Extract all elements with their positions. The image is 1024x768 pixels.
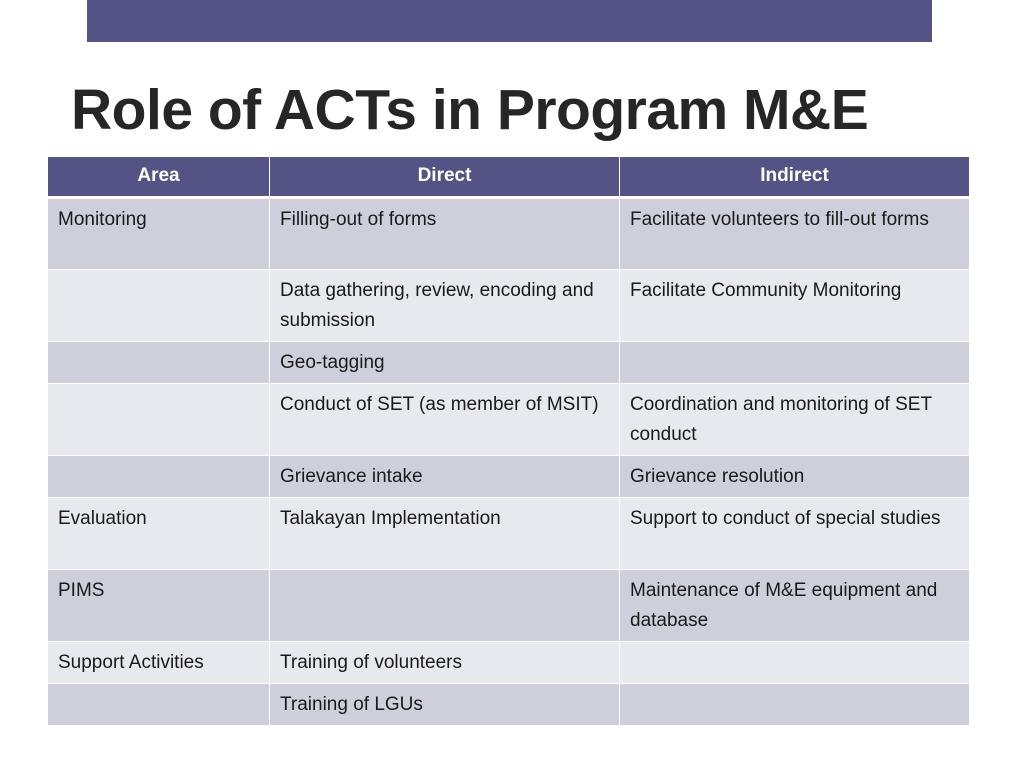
cell-direct: Grievance intake	[270, 455, 620, 497]
cell-direct: Talakayan Implementation	[270, 497, 620, 569]
cell-indirect	[620, 641, 970, 683]
cell-indirect: Support to conduct of special studies	[620, 497, 970, 569]
cell-indirect: Maintenance of M&E equipment and database	[620, 569, 970, 641]
table-row	[48, 641, 970, 683]
cell-area: Monitoring	[48, 197, 270, 269]
cell-indirect: Coordination and monitoring of SET conduct	[620, 383, 970, 455]
table-row	[48, 269, 970, 341]
cell-direct: Geo-tagging	[270, 341, 620, 383]
header-direct: Direct	[270, 157, 620, 197]
table-row	[48, 197, 970, 269]
cell-area	[48, 383, 270, 455]
cell-indirect	[620, 341, 970, 383]
cell-indirect: Facilitate volunteers to fill-out forms	[620, 197, 970, 269]
cell-area	[48, 683, 270, 725]
cell-area	[48, 269, 270, 341]
cell-direct	[270, 569, 620, 641]
table-row	[48, 383, 970, 455]
table-row	[48, 455, 970, 497]
cell-direct: Filling-out of forms	[270, 197, 620, 269]
cell-indirect: Facilitate Community Monitoring	[620, 269, 970, 341]
table-row	[48, 683, 970, 725]
roles-table	[47, 157, 970, 726]
cell-indirect	[620, 683, 970, 725]
table-row	[48, 341, 970, 383]
cell-area: Support Activities	[48, 641, 270, 683]
table-header-row	[48, 157, 970, 197]
cell-area	[48, 455, 270, 497]
header-indirect: Indirect	[620, 157, 970, 197]
cell-direct: Training of LGUs	[270, 683, 620, 725]
table-row	[48, 569, 970, 641]
slide-title: Role of ACTs in Program M&E	[71, 78, 869, 142]
top-accent-bar	[87, 0, 932, 42]
cell-indirect: Grievance resolution	[620, 455, 970, 497]
roles-table-container	[47, 157, 969, 726]
table-row	[48, 497, 970, 569]
cell-direct: Training of volunteers	[270, 641, 620, 683]
cell-area: PIMS	[48, 569, 270, 641]
cell-direct: Conduct of SET (as member of MSIT)	[270, 383, 620, 455]
cell-area	[48, 341, 270, 383]
cell-direct: Data gathering, review, encoding and submission	[270, 269, 620, 341]
header-area: Area	[48, 157, 270, 197]
cell-area: Evaluation	[48, 497, 270, 569]
